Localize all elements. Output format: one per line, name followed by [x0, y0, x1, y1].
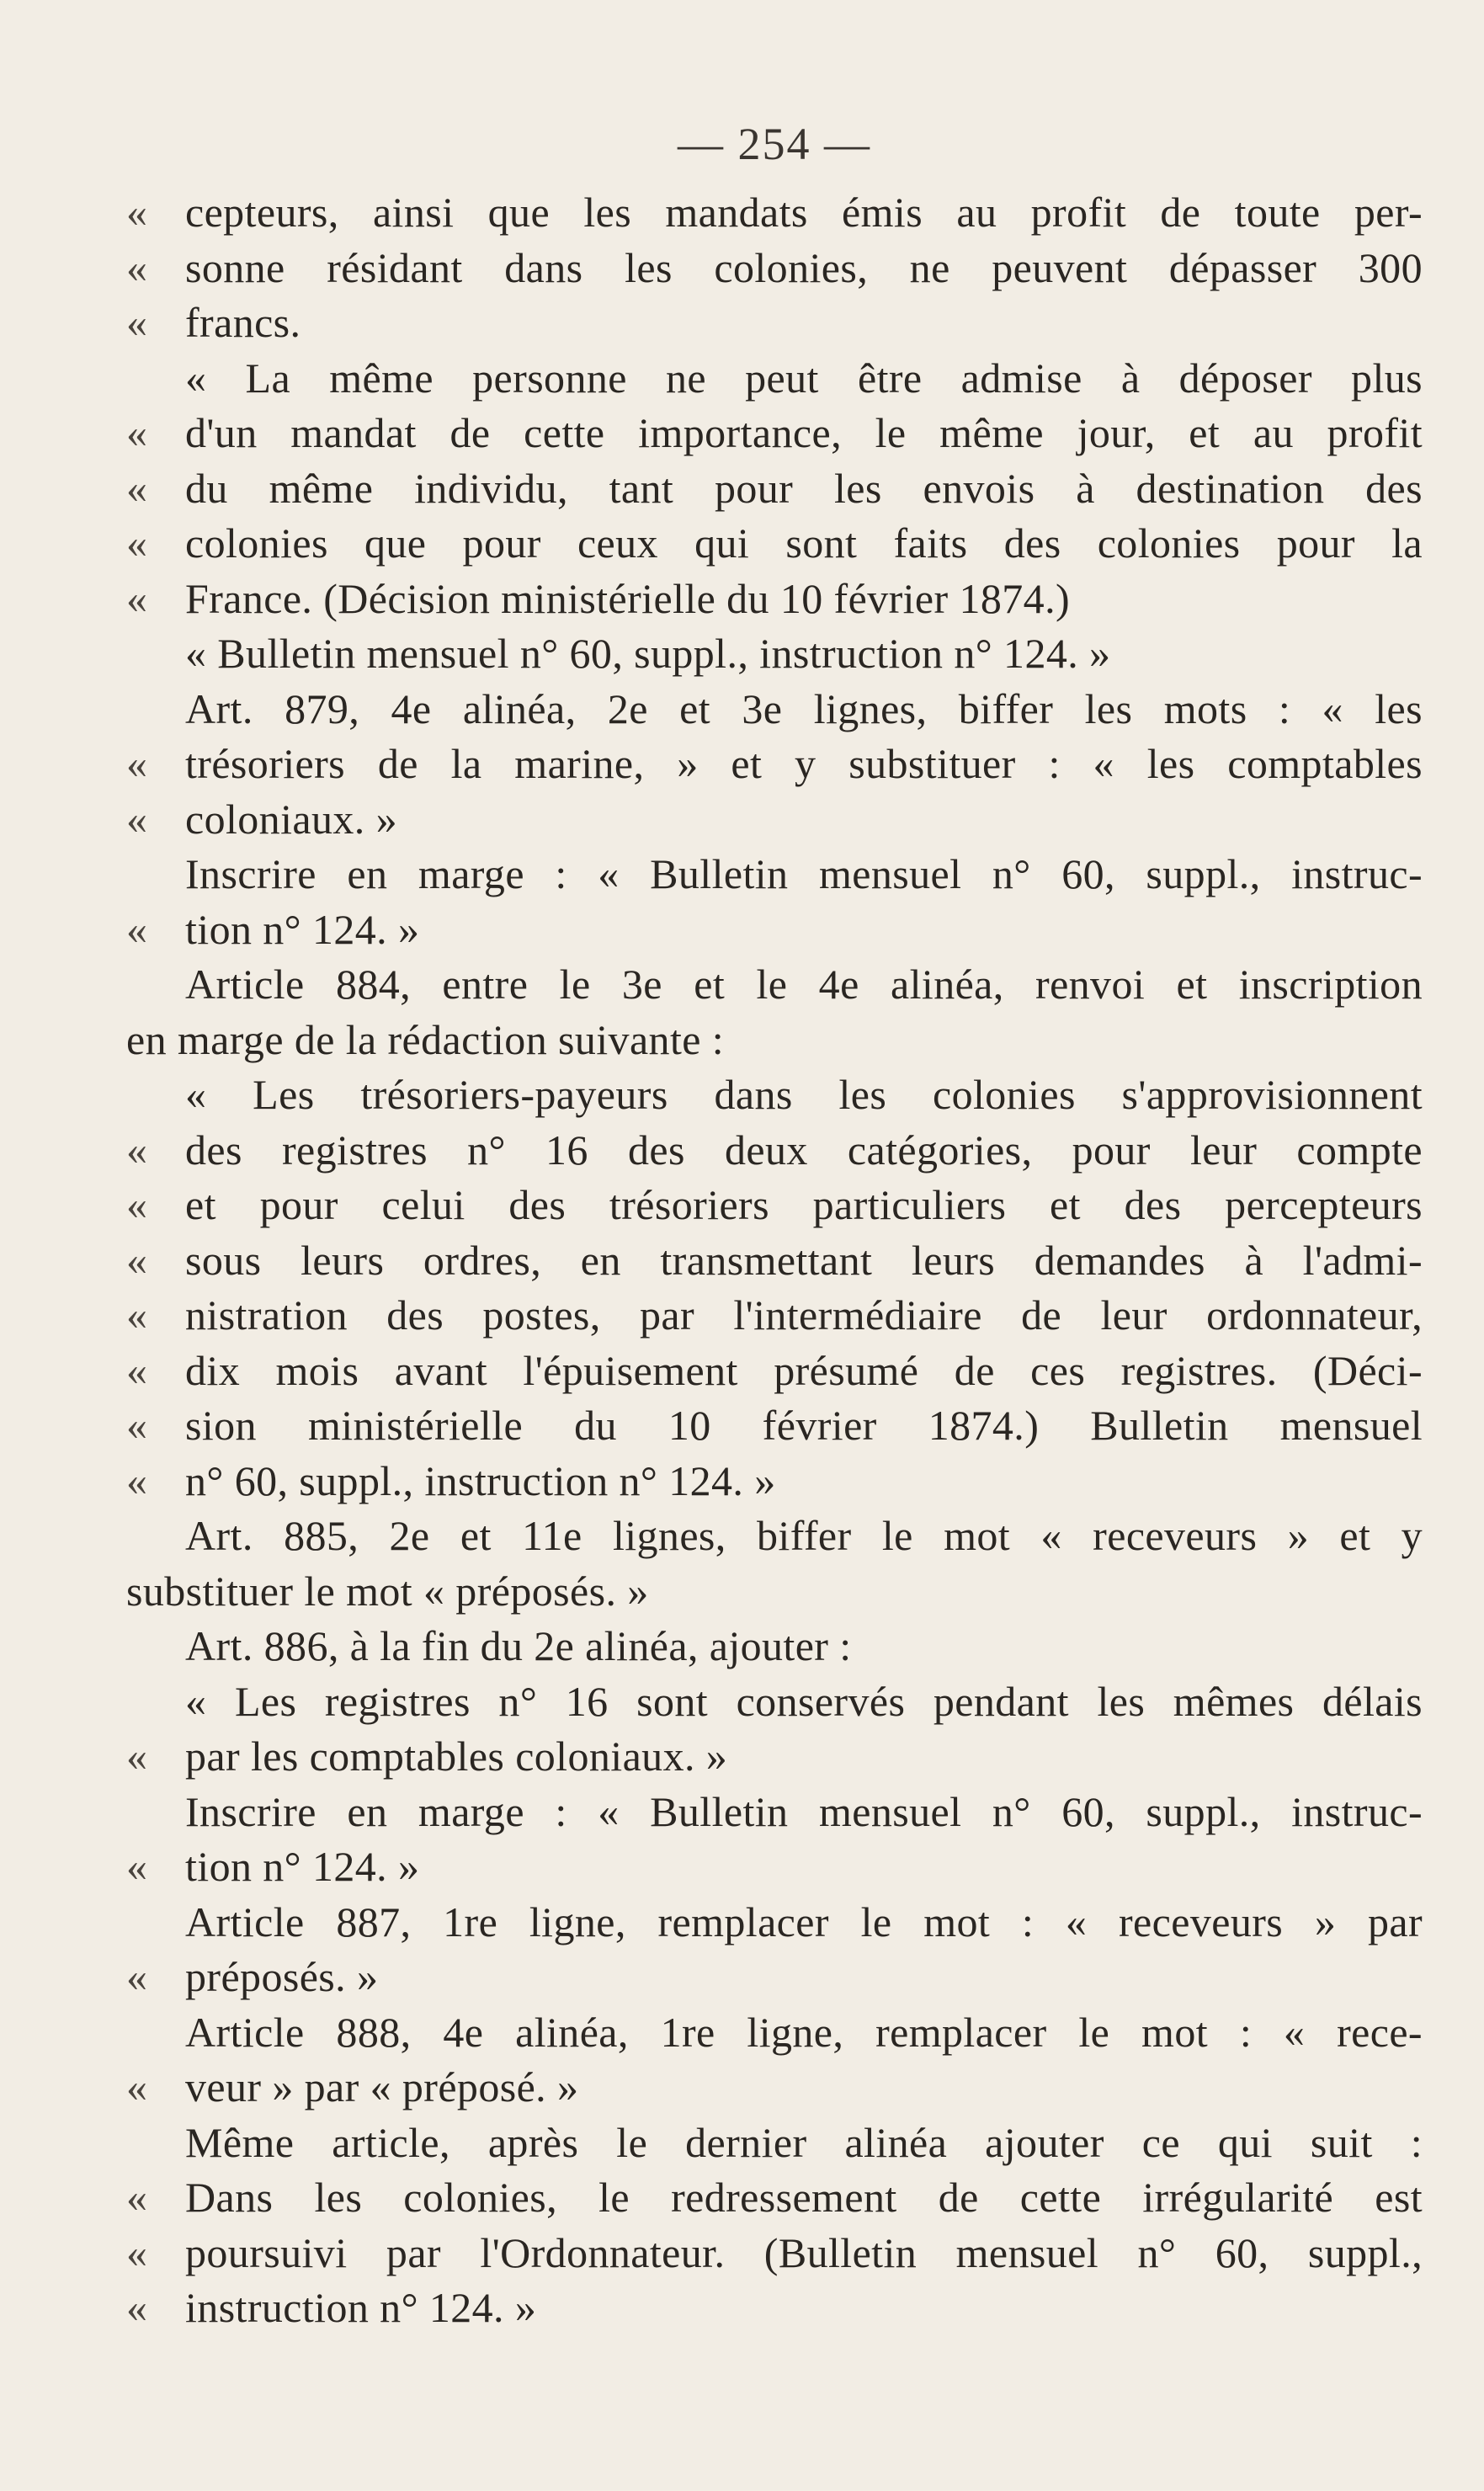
line-text: Inscrire en marge : « Bulletin mensuel n° 60, suppl., instruc-	[185, 850, 1423, 897]
line-text: « Les trésoriers-payeurs dans les colonies s'approvisionnent	[185, 1071, 1423, 1118]
quote-mark: «	[126, 299, 148, 346]
quote-mark: «	[126, 1181, 148, 1228]
text-line	[126, 2170, 1423, 2226]
text-line	[126, 1674, 1423, 1730]
text-line	[126, 241, 1423, 296]
quote-mark: «	[126, 464, 148, 512]
line-text: sion ministérielle du 10 février 1874.) Bulletin mensuel	[185, 1402, 1423, 1449]
line-text: trésoriers de la marine, » et y substituer : « les comptables	[185, 740, 1423, 787]
quote-mark: «	[126, 189, 148, 236]
text-line	[126, 902, 1423, 958]
line-text: France. (Décision ministérielle du 10 février 1874.)	[185, 574, 1071, 622]
line-text: Même article, après le dernier alinéa ajouter ce qui suit :	[185, 2118, 1423, 2166]
document-page	[126, 118, 1423, 2336]
line-text: « Les registres n° 16 sont conservés pendant les mêmes délais	[185, 1677, 1423, 1725]
quote-mark: «	[126, 243, 148, 291]
line-text: Article 884, entre le 3e et le 4e alinéa, renvoi et inscription	[185, 961, 1423, 1008]
quote-mark: «	[126, 1456, 148, 1504]
text-line	[126, 626, 1423, 682]
text-line	[126, 295, 1423, 351]
text-line	[126, 1123, 1423, 1179]
line-text: Art. 885, 2e et 11e lignes, biffer le mot « receveurs » et y	[185, 1512, 1423, 1559]
quote-mark: «	[126, 1733, 148, 1780]
line-text: colonies que pour ceux qui sont faits des colonies pour la	[185, 519, 1423, 567]
text-line	[126, 847, 1423, 902]
quote-mark: «	[126, 2228, 148, 2276]
text-line	[126, 572, 1423, 627]
text-line	[126, 682, 1423, 737]
quote-mark: «	[126, 1236, 148, 1284]
text-line	[126, 1729, 1423, 1785]
line-text: francs.	[185, 299, 301, 346]
text-line	[126, 1839, 1423, 1895]
text-line	[126, 1564, 1423, 1620]
text-line	[126, 1950, 1423, 2005]
line-text: « Bulletin mensuel n° 60, suppl., instruction n° 124. »	[185, 630, 1111, 677]
text-line	[126, 1013, 1423, 1068]
line-text: n° 60, suppl., instruction n° 124. »	[185, 1456, 776, 1504]
text-line	[126, 792, 1423, 848]
text-line	[126, 1288, 1423, 1344]
text-line	[126, 1178, 1423, 1233]
body-text	[126, 185, 1423, 2336]
quote-mark: «	[126, 1126, 148, 1174]
line-text: dix mois avant l'épuisement présumé de ces registres. (Déci-	[185, 1346, 1423, 1394]
line-text: sonne résidant dans les colonies, ne peuvent dépasser 300	[185, 243, 1423, 291]
text-line	[126, 1509, 1423, 1564]
line-text: tion n° 124. »	[185, 905, 420, 953]
quote-mark: «	[126, 795, 148, 843]
page-number: — 254 —	[678, 119, 871, 169]
text-line	[126, 2005, 1423, 2061]
line-text: Article 887, 1re ligne, remplacer le mot : « receveurs » par	[185, 1898, 1423, 1945]
text-line	[126, 2281, 1423, 2336]
text-line	[126, 406, 1423, 461]
line-text: du même individu, tant pour les envois à destination des	[185, 464, 1423, 512]
quote-mark: «	[126, 409, 148, 456]
line-text: « La même personne ne peut être admise à déposer plus	[185, 354, 1423, 402]
quote-mark: «	[126, 1402, 148, 1449]
text-line	[126, 1344, 1423, 1399]
line-text: Art. 879, 4e alinéa, 2e et 3e lignes, biffer les mots : « les	[185, 684, 1423, 732]
line-text: instruction n° 124. »	[185, 2284, 537, 2331]
text-line	[126, 2116, 1423, 2171]
line-text: nistration des postes, par l'intermédiaire de leur ordonnateur,	[185, 1291, 1423, 1339]
quote-mark: «	[126, 2284, 148, 2331]
text-line	[126, 737, 1423, 792]
line-text: préposés. »	[185, 1953, 379, 2000]
text-line	[126, 2226, 1423, 2281]
line-text: d'un mandat de cette importance, le même jour, et au profit	[185, 409, 1423, 456]
line-text: cepteurs, ainsi que les mandats émis au profit de toute per-	[185, 189, 1423, 236]
line-text: Inscrire en marge : « Bulletin mensuel n° 60, suppl., instruc-	[185, 1787, 1423, 1835]
text-line	[126, 1398, 1423, 1454]
text-line	[126, 1785, 1423, 1840]
line-text: poursuivi par l'Ordonnateur. (Bulletin mensuel n° 60, suppl.,	[185, 2228, 1423, 2276]
quote-mark: «	[126, 905, 148, 953]
line-text: sous leurs ordres, en transmettant leurs demandes à l'admi-	[185, 1236, 1423, 1284]
line-text: substituer le mot « préposés. »	[126, 1567, 649, 1615]
text-line	[126, 1233, 1423, 1289]
text-line	[126, 1454, 1423, 1509]
text-line	[126, 2060, 1423, 2116]
quote-mark: «	[126, 1953, 148, 2000]
line-text: et pour celui des trésoriers particuliers et des percepteurs	[185, 1181, 1423, 1228]
line-text: par les comptables coloniaux. »	[185, 1733, 728, 1780]
quote-mark: «	[126, 574, 148, 622]
text-line	[126, 1895, 1423, 1951]
line-text: veur » par « préposé. »	[185, 2063, 579, 2110]
text-line	[126, 516, 1423, 572]
quote-mark: «	[126, 2063, 148, 2110]
line-text: Dans les colonies, le redressement de cette irrégularité est	[185, 2174, 1423, 2221]
quote-mark: «	[126, 519, 148, 567]
text-line	[126, 1619, 1423, 1674]
text-line	[126, 351, 1423, 407]
line-text: tion n° 124. »	[185, 1843, 420, 1890]
line-text: des registres n° 16 des deux catégories, pour leur compte	[185, 1126, 1423, 1174]
quote-mark: «	[126, 1346, 148, 1394]
text-line	[126, 461, 1423, 517]
line-text: Art. 886, à la fin du 2e alinéa, ajouter :	[185, 1622, 852, 1669]
line-text: Article 888, 4e alinéa, 1re ligne, remplacer le mot : « rece-	[185, 2008, 1423, 2056]
quote-mark: «	[126, 1843, 148, 1890]
quote-mark: «	[126, 2174, 148, 2221]
text-line	[126, 957, 1423, 1013]
line-text: coloniaux. »	[185, 795, 397, 843]
text-line	[126, 185, 1423, 241]
line-text: en marge de la rédaction suivante :	[126, 1015, 725, 1063]
quote-mark: «	[126, 1291, 148, 1339]
quote-mark: «	[126, 740, 148, 787]
text-line	[126, 1067, 1423, 1123]
